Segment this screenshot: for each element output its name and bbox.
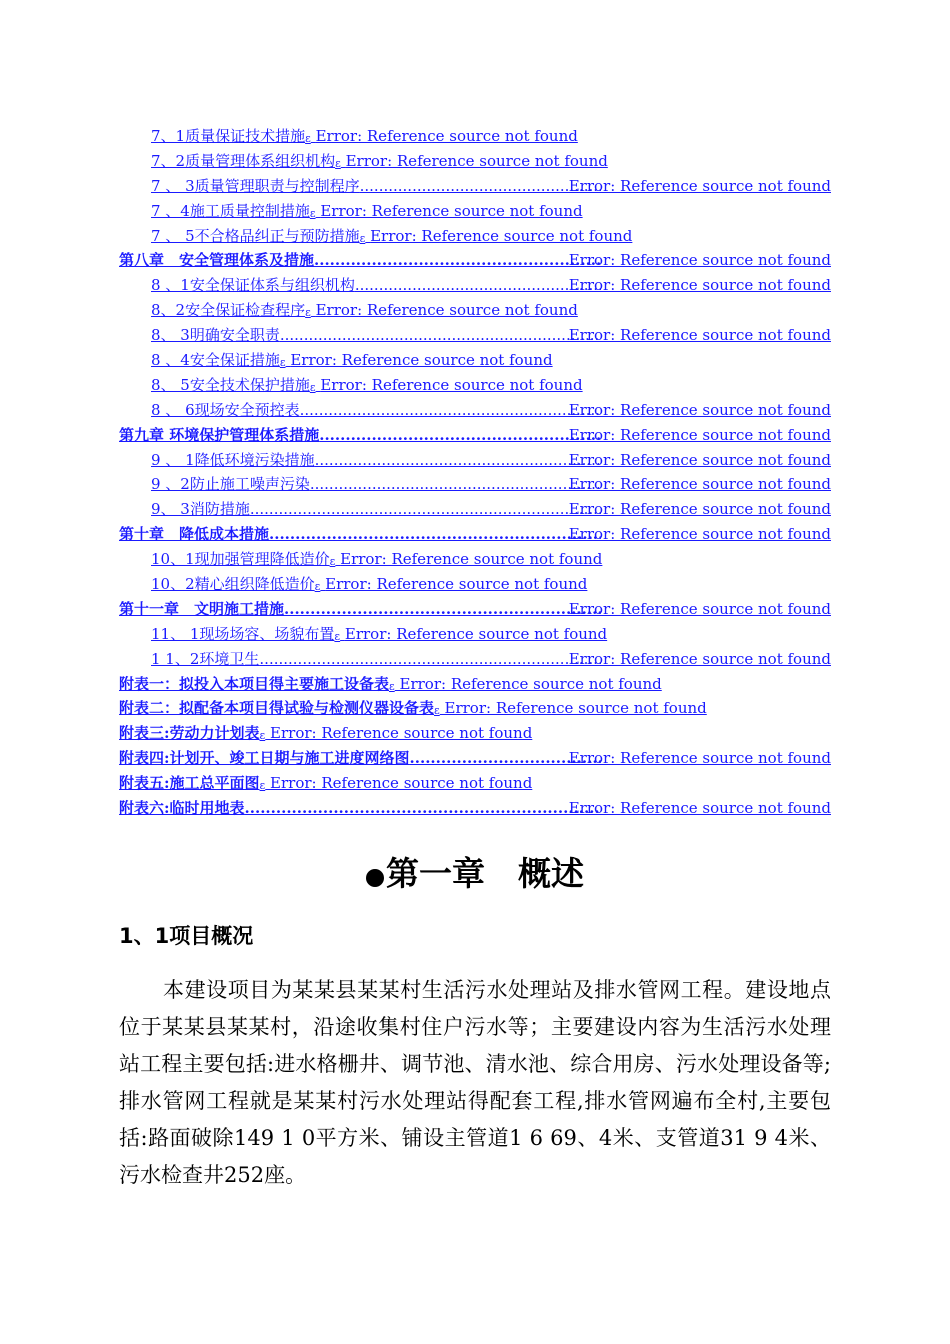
- anchor-marker-icon: [366, 869, 384, 887]
- toc-entry-title[interactable]: 第十章 降低成本措施 .....: [119, 522, 601, 547]
- toc-entry-title[interactable]: 7 、4施工质量控制措施: [151, 201, 310, 220]
- toc-entry-title[interactable]: 附表四:计划开、竣工日期与施工进度网络图 .....: [119, 746, 601, 771]
- toc-entry-title[interactable]: 第八章 安全管理体系及措施 .....: [119, 248, 601, 273]
- toc-entry-page-ref[interactable]: Error: Reference source not found: [444, 699, 707, 718]
- toc-entry-title[interactable]: 附表一：拟投入本项目得主要施工设备表: [119, 674, 390, 693]
- toc-entry-title[interactable]: 9 、2防止施工噪声污染 .....: [151, 472, 601, 497]
- toc-entry-title[interactable]: 7 、 3质量管理职责与控制程序 .....: [151, 174, 601, 199]
- toc-entry-page-ref[interactable]: Error: Reference source not found: [315, 301, 578, 320]
- toc-marker: ε: [305, 132, 311, 145]
- toc-marker: ε: [389, 679, 395, 693]
- toc-entry-page-ref[interactable]: Error: Reference source not found: [568, 525, 831, 544]
- toc-marker: ε: [335, 156, 341, 170]
- toc-entry-page-ref[interactable]: Error: Reference source not found: [320, 201, 583, 220]
- toc-entry-page-ref[interactable]: Error: Reference source not found: [568, 450, 831, 469]
- toc-entry[interactable]: [119, 448, 831, 473]
- toc-entry[interactable]: [119, 597, 831, 622]
- toc-entry-title[interactable]: 附表二：拟配备本项目得试验与检测仪器设备表: [119, 699, 435, 718]
- toc-entry[interactable]: [119, 721, 831, 746]
- toc-entry-title[interactable]: 8 、 6现场安全预控表 .....: [151, 398, 601, 423]
- toc-entry-title[interactable]: 11、 1现场场容、场貌布置: [151, 624, 335, 643]
- toc-entry[interactable]: [119, 696, 831, 721]
- toc-entry-page-ref[interactable]: Error: Reference source not found: [568, 500, 831, 519]
- toc-entry-page-ref[interactable]: Error: Reference source not found: [568, 649, 831, 668]
- toc-entry[interactable]: [119, 522, 831, 547]
- toc-entry-page-ref[interactable]: Error: Reference source not found: [568, 599, 831, 618]
- toc-entry[interactable]: [119, 174, 831, 199]
- toc-entry-title[interactable]: 8、 3明确安全职责 .....: [151, 323, 601, 348]
- toc-entry-page-ref[interactable]: Error: Reference source not found: [568, 326, 831, 345]
- toc-entry-title[interactable]: 9 、 1降低环境污染措施 .....: [151, 448, 601, 473]
- toc-entry-page-ref[interactable]: Error: Reference source not found: [399, 674, 662, 693]
- toc-entry-title[interactable]: 10、1现加强管理降低造价: [151, 550, 330, 569]
- toc-entry[interactable]: [119, 547, 831, 572]
- toc-entry-page-ref[interactable]: Error: Reference source not found: [344, 624, 608, 643]
- toc-entry-page-ref[interactable]: Error: Reference source not found: [568, 475, 831, 494]
- toc-entry[interactable]: [119, 647, 831, 672]
- toc-entry-title[interactable]: 附表五:施工总平面图: [119, 774, 260, 793]
- toc-entry[interactable]: [119, 199, 831, 224]
- chapter-title: [0, 848, 950, 895]
- toc-entry-page-ref[interactable]: Error: Reference source not found: [370, 226, 633, 245]
- toc-entry-page-ref[interactable]: Error: Reference source not found: [568, 425, 831, 444]
- toc-entry-title[interactable]: 7、2质量管理体系组织机构: [151, 151, 336, 170]
- toc-entry-title[interactable]: 8 、1安全保证体系与组织机构 .....: [151, 273, 601, 298]
- toc-entry[interactable]: [119, 572, 831, 597]
- toc-entry-title[interactable]: 第十一章 文明施工措施 .....: [119, 597, 601, 622]
- toc-entry-page-ref[interactable]: Error: Reference source not found: [568, 176, 831, 195]
- chapter-title-text: 第一章 概述: [386, 854, 584, 893]
- toc-entry-title[interactable]: 9、 3消防措施 .....: [151, 497, 601, 522]
- toc-entry-title[interactable]: 10、2精心组织降低造价: [151, 575, 315, 594]
- toc-entry-page-ref[interactable]: Error: Reference source not found: [568, 749, 831, 768]
- toc-entry-title[interactable]: 附表六:临时用地表 .....: [119, 796, 601, 821]
- toc-entry[interactable]: [119, 472, 831, 497]
- toc-entry-page-ref[interactable]: Error: Reference source not found: [270, 724, 533, 743]
- toc-entry-title[interactable]: 8、2安全保证检查程序: [151, 301, 306, 320]
- toc-entry-title[interactable]: 附表三:劳动力计划表: [119, 724, 260, 743]
- toc-entry[interactable]: [119, 149, 831, 174]
- toc-entry-page-ref[interactable]: Error: Reference source not found: [290, 351, 553, 370]
- toc-entry[interactable]: [119, 746, 831, 771]
- toc-entry[interactable]: [119, 273, 831, 298]
- toc-entry-page-ref[interactable]: Error: Reference source not found: [340, 550, 603, 569]
- toc-marker: ε: [434, 704, 440, 718]
- toc-marker: ε: [334, 629, 341, 643]
- toc-entry[interactable]: [119, 622, 831, 647]
- toc-entry-title[interactable]: 第九章 环境保护管理体系措施 .....: [119, 423, 601, 448]
- toc-entry[interactable]: [119, 771, 831, 796]
- toc-entry-page-ref[interactable]: Error: Reference source not found: [320, 375, 583, 394]
- toc-entry[interactable]: [119, 796, 831, 821]
- body-paragraph: 本建设项目为某某县某某村生活污水处理站及排水管网工程。建设地点位于某某县某某村，沿途收集村住户污水等；主要建设内容为生活污水处理站工程主要包括:进水格栅井、调节池、清水池、综合用房、污水处理设备等;排水管网工程就是某某村污水处理站得配套工程,排水管网遍布全村,主要包括:路面破除149 1 0平方米、铺设主管道1 6 69、4米、支管道31 9 4米、污水检查井252座。: [119, 978, 831, 1187]
- table-of-contents: [119, 124, 831, 821]
- toc-marker: ε: [279, 356, 286, 370]
- toc-entry[interactable]: [119, 348, 831, 373]
- toc-entry-page-ref[interactable]: Error: Reference source not found: [345, 151, 608, 170]
- toc-marker: ε: [309, 380, 316, 394]
- section-heading: 1、1项目概况: [119, 924, 254, 948]
- toc-entry-page-ref[interactable]: Error: Reference source not found: [568, 799, 831, 818]
- toc-entry-page-ref[interactable]: Error: Reference source not found: [315, 127, 578, 145]
- toc-entry[interactable]: [119, 248, 831, 273]
- toc-entry-page-ref[interactable]: Error: Reference source not found: [568, 276, 831, 295]
- toc-marker: ε: [329, 555, 336, 569]
- toc-entry[interactable]: [119, 323, 831, 348]
- toc-entry[interactable]: [119, 497, 831, 522]
- toc-entry-title[interactable]: 8 、4安全保证措施: [151, 351, 280, 370]
- toc-marker: ε: [359, 231, 366, 245]
- toc-entry-page-ref[interactable]: Error: Reference source not found: [568, 251, 831, 270]
- toc-entry[interactable]: [119, 298, 831, 323]
- toc-entry-page-ref[interactable]: Error: Reference source not found: [568, 400, 831, 419]
- toc-marker: ε: [259, 779, 266, 793]
- toc-entry-page-ref[interactable]: Error: Reference source not found: [270, 774, 533, 793]
- toc-entry[interactable]: [119, 124, 831, 149]
- toc-entry[interactable]: [119, 373, 831, 398]
- toc-entry[interactable]: [119, 398, 831, 423]
- toc-marker: ε: [314, 580, 321, 594]
- toc-entry-title[interactable]: 1 1、2环境卫生 .....: [151, 647, 601, 672]
- toc-entry-title[interactable]: 7、1质量保证技术措施: [151, 127, 306, 145]
- toc-entry[interactable]: [119, 224, 831, 249]
- toc-marker: ε: [259, 729, 266, 743]
- toc-entry[interactable]: [119, 672, 831, 697]
- toc-entry-title[interactable]: 8、 5安全技术保护措施: [151, 375, 310, 394]
- toc-entry-title[interactable]: 7 、 5不合格品纠正与预防措施: [151, 226, 360, 245]
- toc-entry-page-ref[interactable]: Error: Reference source not found: [325, 575, 588, 594]
- toc-marker: ε: [309, 206, 316, 220]
- toc-marker: ε: [305, 306, 311, 320]
- toc-entry[interactable]: [119, 423, 831, 448]
